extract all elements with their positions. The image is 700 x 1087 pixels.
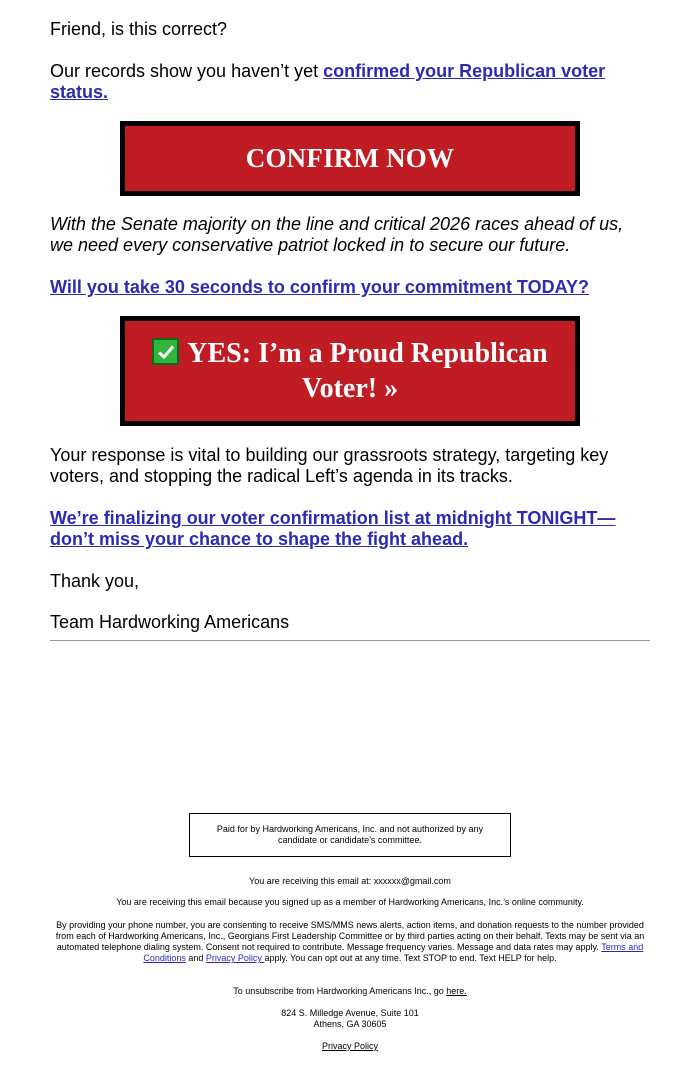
address-line-2: Athens, GA 30605 [313,1019,387,1029]
yes-button-label: YES: I’m a Proud Republican Voter! » [187,338,548,404]
yes-proud-voter-button[interactable] [120,316,580,426]
privacy-policy-line [50,1041,650,1052]
confirm-now-button[interactable]: CONFIRM NOW [120,121,580,196]
commitment-paragraph [50,277,650,298]
unsubscribe-link[interactable]: here. [446,986,467,996]
yes-button-content [145,336,555,406]
divider [50,640,650,641]
sms-text-1: By providing your phone number, you are consenting to receive SMS/MMS news alerts, action items, and donation requests to the number provided from each of Hardworking Americans, Inc., Georgians First Leadership Committee or by third parties acting on their behalf. Texts may be sent via an automated telephone dialing system. Consent not required to contribute. Message frequency varies. Message and data rates may apply. [55,920,645,952]
confirm-status-link[interactable]: confirmed your Republican voter status. [50,61,606,102]
senate-paragraph: With the Senate majority on the line and critical 2026 races ahead of us, we need every conservative patriot locked in to secure our future. [50,214,624,255]
records-prefix: Our records show you haven’t yet [50,61,324,81]
sms-text-2: apply. You can opt out at any time. Text STOP to end. Text HELP for help. [264,953,557,963]
member-text: You are receiving this email because you signed up as a member of Hardworking Americans, Inc.’s online community. [116,897,584,907]
deadline-link[interactable]: We’re finalizing our voter confirmation list at midnight TONIGHT—don’t miss your chance to shape the fight ahead. [50,508,616,549]
unsubscribe-prefix: To unsubscribe from Hardworking Americans Inc., go [233,986,447,996]
and-text: and [185,953,206,963]
deadline-paragraph [50,508,650,550]
thanks-text: Thank you, [50,571,140,591]
unsubscribe-line [50,986,650,997]
receiving-email: xxxxxx@gmail.com [373,876,451,886]
response-paragraph: Your response is vital to building our grassroots strategy, targeting key voters, and stopping the radical Left’s agenda in its tracks. [50,445,609,486]
paid-for-disclaimer [189,813,511,857]
disclaimer-text: Paid for by Hardworking Americans, Inc. and not authorized by any candidate or candidate’s committee. [216,824,484,845]
records-paragraph [50,61,650,103]
privacy-policy-link[interactable]: Privacy Policy [321,1041,378,1051]
sms-consent-text [54,920,646,964]
white-check-mark-icon [152,338,179,365]
privacy-inline-link[interactable]: Privacy Policy [205,953,265,963]
address-line-1: 824 S. Milledge Avenue, Suite 101 [281,1008,419,1018]
receiving-email-line [50,876,650,887]
commitment-link[interactable]: Will you take 30 seconds to confirm your commitment TODAY? [50,277,589,297]
terms-link[interactable]: Terms and Conditions [143,942,644,963]
greeting: Friend, is this correct? [50,19,228,39]
signature: Team Hardworking Americans [50,612,290,632]
receiving-prefix: You are receiving this email at: [249,876,374,886]
